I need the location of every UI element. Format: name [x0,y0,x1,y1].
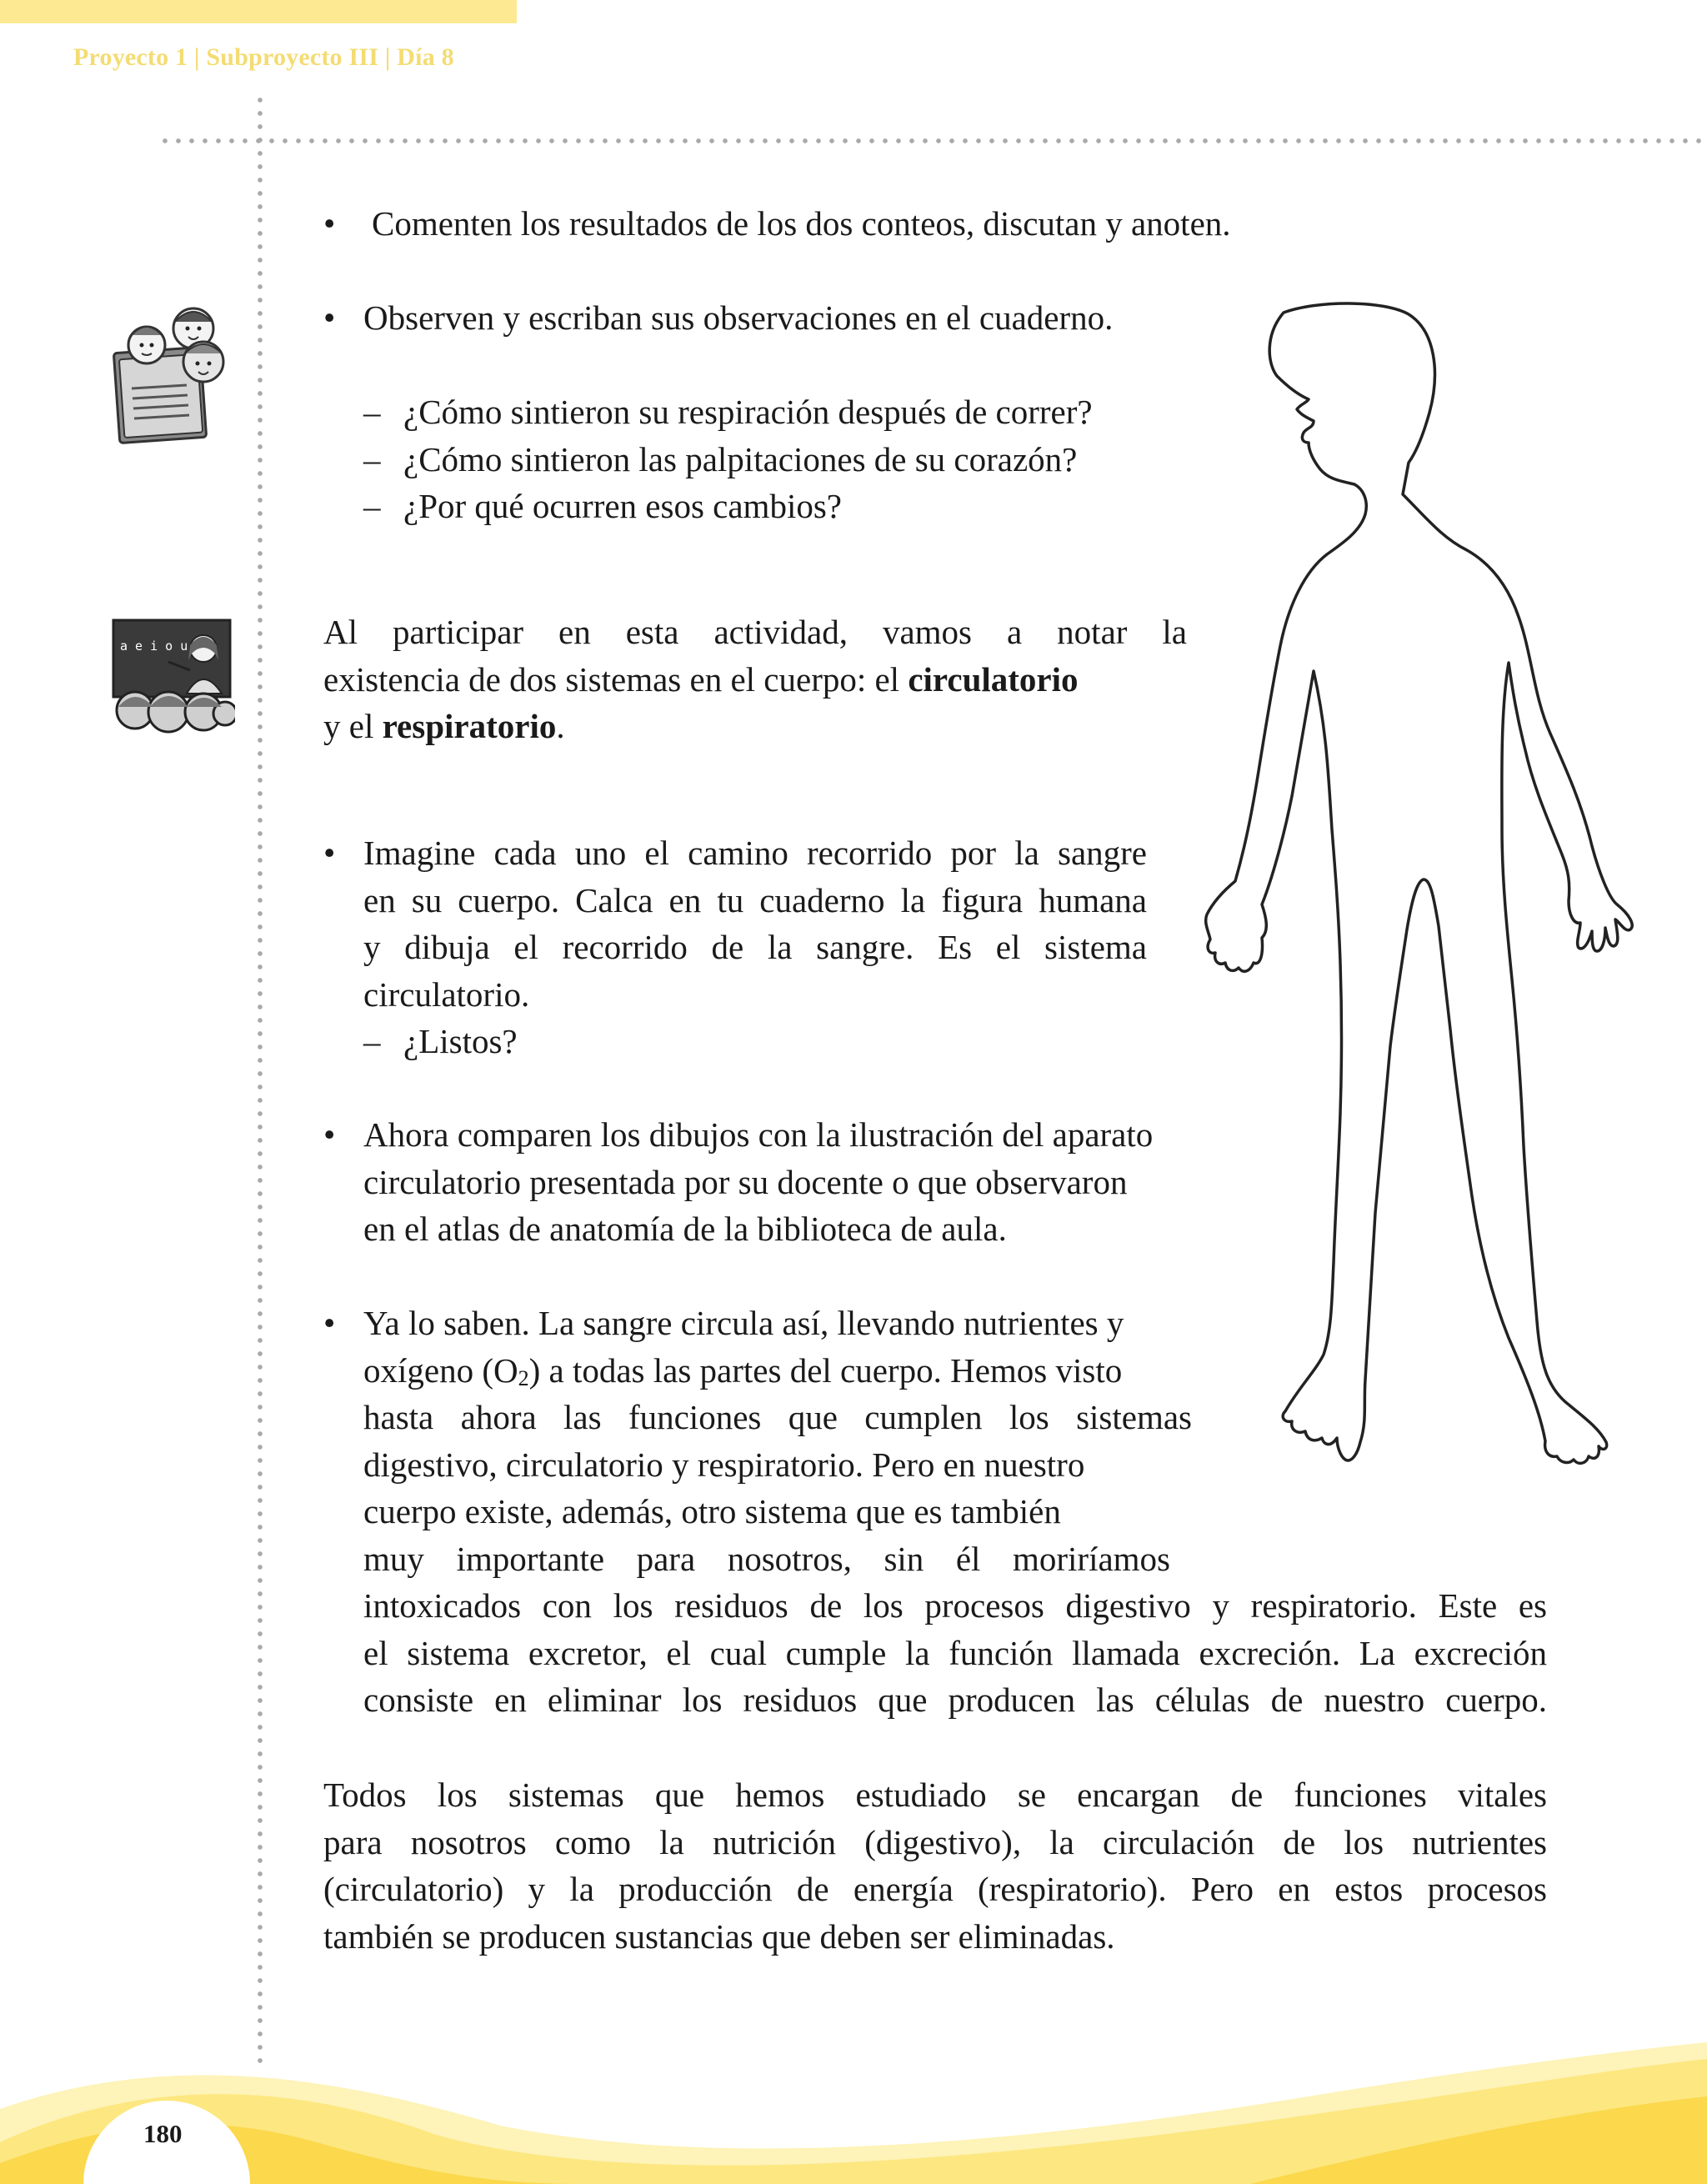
human-body-outline [1142,296,1642,1546]
top-color-band [0,0,517,23]
closing-paragraph: Todos los sistemas que hemos estudiado se encargan de funciones vitales para nosotros como la nutrición (digestivo), la circulación de los nutrientes (circulatorio) y la producción de energía (respiratorio). Pero en estos procesos también se producen sustancias que deben ser eliminadas. [323,1776,1547,1956]
bullet-symbol: • [323,1115,336,1154]
dotted-divider-horizontal [158,138,1707,143]
children-notebook-icon [110,298,235,447]
bullet-text: Observen y escriban sus observaciones en el cuaderno. [363,298,1114,337]
bullet-imagine: • Imagine cada uno el camino recorrido por la sangre en su cuerpo. Calca en tu cuaderno la figura humana y dibuja el recorrido de la sangre. Es el sistema circulatorio. – ¿Listos? [363,829,1147,1065]
question-listos: ¿Listos? [403,1022,518,1060]
page-number: 180 [143,2119,183,2148]
question-item: – ¿Cómo sintieron su respiración después de correr? [363,393,1093,431]
bullet-symbol: • [323,834,336,872]
bullet-compare: • Ahora comparen los dibujos con la ilustración del aparato circulatorio presentada por su docente o que observaron en el atlas de anatomía de la biblioteca de aula. [363,1111,1222,1253]
bottom-wave-decoration [0,2017,1707,2184]
intro-paragraph: Al participar en esta actividad, vamos a notar la existencia de dos sistemas en el cuerpo: el circulatorio y el respiratorio. [323,609,1187,750]
subscript-2: 2 [518,1365,529,1390]
bullet-symbol: • [323,204,336,243]
bullet-symbol: • [323,1304,336,1342]
bullet-text: Comenten los resultados de los dos conteos, discutan y anoten. [372,204,1231,243]
bullet-symbol: • [323,298,336,337]
dotted-divider-vertical [258,93,263,2069]
page-header: Proyecto 1 | Subproyecto III | Día 8 [73,43,454,71]
term-respiratorio: respiratorio [382,707,557,745]
chalkboard-text: a e i o u [120,639,188,654]
term-circulatorio: circulatorio [908,659,1079,699]
question-item: – ¿Por qué ocurren esos cambios? [363,487,842,525]
question-item: – ¿Cómo sintieron las palpitaciones de su corazón? [363,439,1078,478]
teacher-chalkboard-icon [110,617,235,734]
bullet-comenten [323,200,1364,248]
intro-line: Al participar en esta actividad, vamos a notar la [323,613,1187,651]
bullet-blood: • Ya lo saben. La sangre circula así, llevando nutrientes y oxígeno $(O_2)$ a todas las partes del cuerpo. Hemos visto hasta ahora las funciones que cumplen los sistemas digestivo, circulatorio y respiratorio. Pero en nuestro cuerpo existe, además, otro sistema que es también muy importante para nosotros, sin él moriríamos intoxicados con los residuos de los procesos digestivo y respiratorio. Este es el sistema excretor, el cual cumple la función llamada excreción. La excreción consiste en eliminar los residuos que producen las células de nuestro cuerpo. [363,1300,1547,1724]
